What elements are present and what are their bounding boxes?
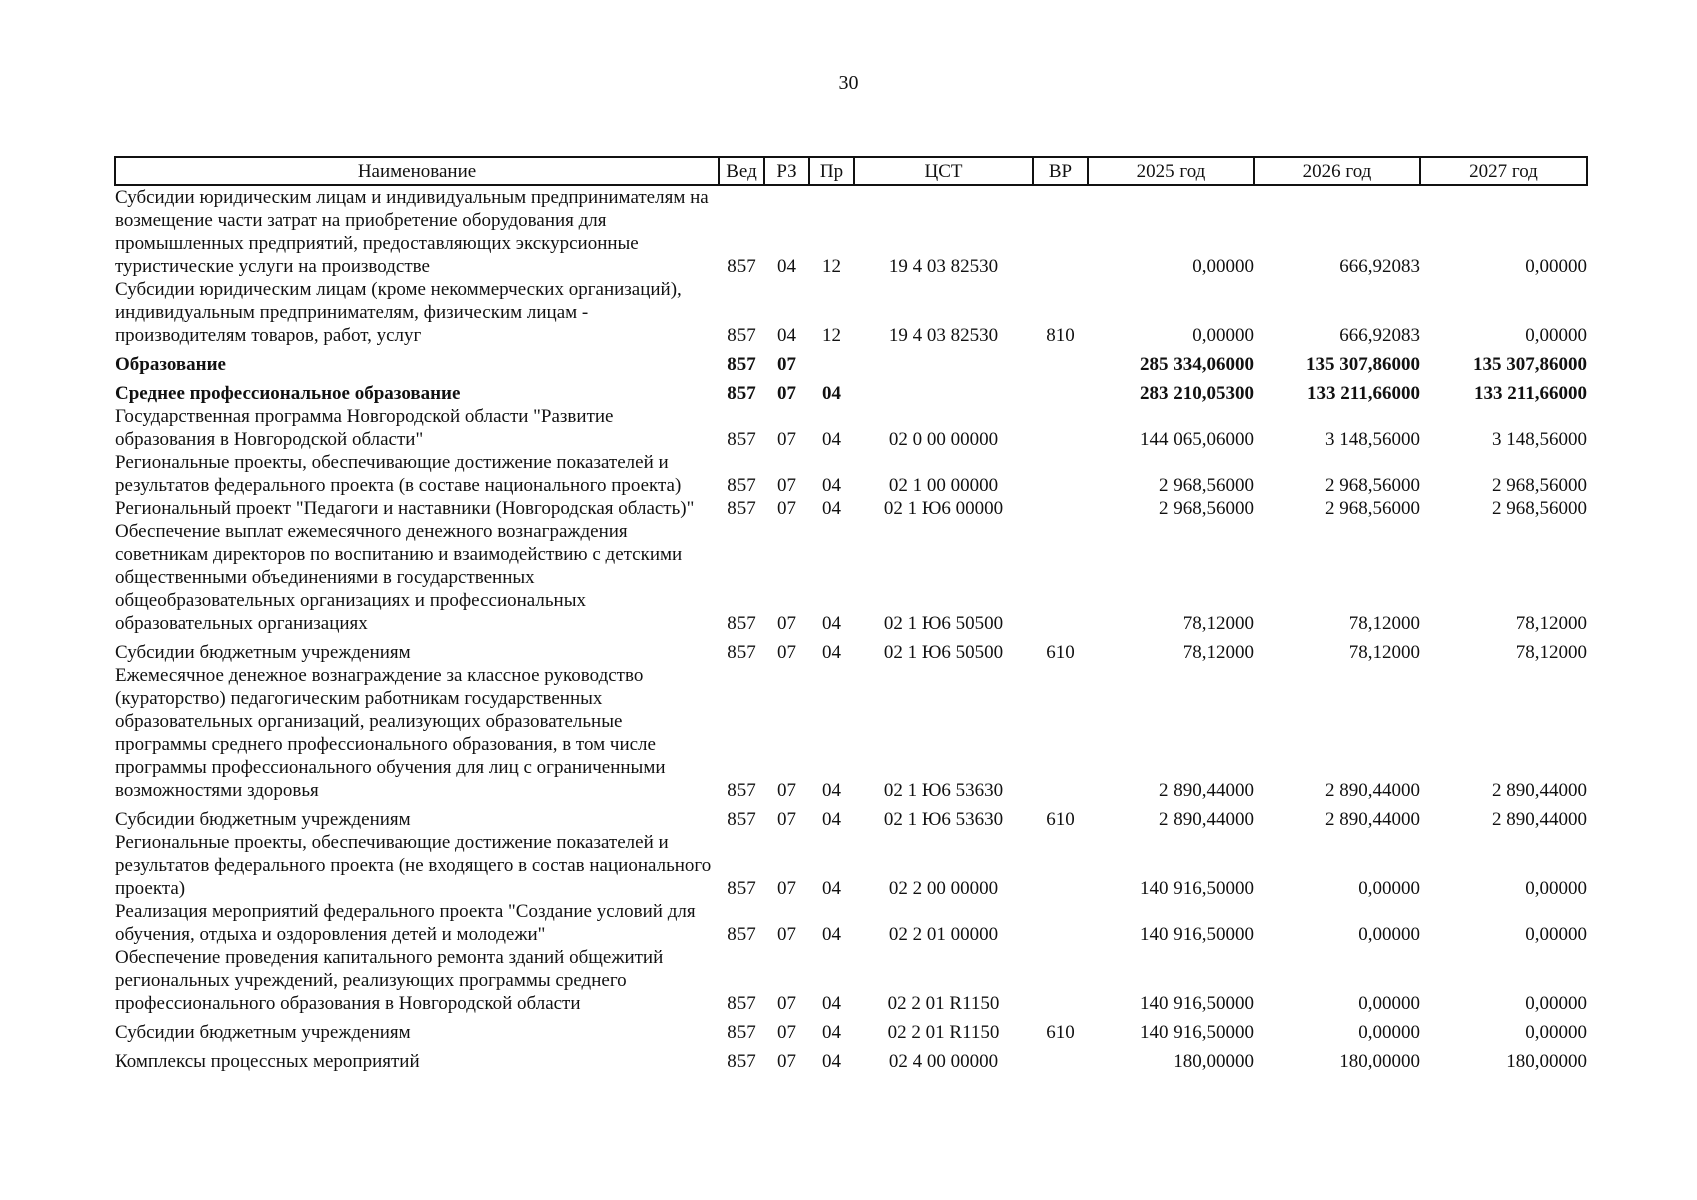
row-2027-cell: 2 968,56000: [1492, 498, 1587, 519]
row-ved-cell: 857: [727, 1022, 756, 1043]
row-2025-cell: 78,12000: [1182, 642, 1254, 663]
row-2026-cell: 3 148,56000: [1325, 429, 1420, 450]
row-cst-cell: 02 1 Ю6 50500: [883, 613, 1004, 634]
row-rz-cell: 04: [777, 256, 796, 277]
table-row: [115, 831, 1587, 900]
row-name-cell: Региональные проекты, обеспечивающие достижение показателей и результатов федерального проекта (в составе национального проекта): [115, 452, 682, 496]
table-row: [115, 347, 1587, 376]
budget-table: [114, 156, 1588, 1073]
row-2026-cell: 2 890,44000: [1325, 809, 1420, 830]
row-2025-cell: 2 890,44000: [1159, 780, 1254, 801]
row-ved-cell: 857: [727, 613, 756, 634]
row-2027-cell: 2 890,44000: [1492, 809, 1587, 830]
row-2025-cell: 2 968,56000: [1159, 498, 1254, 519]
row-cst-cell: 02 4 00 00000: [888, 1051, 999, 1072]
table-row: [115, 278, 1587, 347]
table-row: [115, 664, 1587, 802]
row-2027-cell: 0,00000: [1525, 993, 1587, 1014]
row-name-cell: Среднее профессиональное образование: [115, 383, 461, 404]
row-2026-cell: 133 211,66000: [1307, 383, 1420, 404]
row-rz-cell: 07: [777, 878, 796, 899]
row-2027-cell: 135 307,86000: [1473, 354, 1587, 375]
row-name-cell: Обеспечение проведения капитального ремонта зданий общежитий региональных учреждений, реализующих программы среднего профессионального образования в Новгородской области: [115, 947, 664, 1014]
row-cst-cell: 02 1 00 00000: [888, 475, 999, 496]
row-2026-cell: 2 968,56000: [1325, 475, 1420, 496]
row-2025-cell: 140 916,50000: [1140, 1022, 1254, 1043]
table-row: [115, 451, 1587, 497]
table-row: [115, 497, 1587, 520]
row-2026-cell: 666,92083: [1339, 325, 1420, 346]
row-name-cell: Субсидии юридическим лицам (кроме некоммерческих организаций), индивидуальным предпринимателям, физическим лицам - производителям товаров, работ, услуг: [115, 279, 682, 346]
row-rz-cell: 07: [777, 429, 796, 450]
table-row: [115, 802, 1587, 831]
row-name-cell: Обеспечение выплат ежемесячного денежного вознаграждения советникам директоров по воспитанию и взаимодействию с детскими общественными объединениями в государственных общеобразовательных организациях и профессиональных образовательных организациях: [115, 521, 683, 634]
row-ved-cell: 857: [727, 642, 756, 663]
row-rz-cell: 07: [777, 1022, 796, 1043]
header-vr: ВР: [1033, 157, 1088, 185]
header-name: Наименование: [115, 157, 719, 185]
row-2026-cell: 0,00000: [1358, 878, 1420, 899]
row-2025-cell: 140 916,50000: [1140, 993, 1254, 1014]
row-2026-cell: 0,00000: [1358, 924, 1420, 945]
row-vr-cell: [1033, 347, 1088, 376]
row-2025-cell: 78,12000: [1182, 613, 1254, 634]
row-pr-cell: 04: [822, 613, 841, 634]
row-2027-cell: 0,00000: [1525, 924, 1587, 945]
header-cst: ЦСТ: [854, 157, 1033, 185]
row-vr-cell: [1033, 376, 1088, 405]
row-2025-cell: 2 890,44000: [1159, 809, 1254, 830]
row-ved-cell: 857: [727, 809, 756, 830]
row-cst-cell: 19 4 03 82530: [888, 256, 999, 277]
row-rz-cell: 07: [777, 642, 796, 663]
row-2027-cell: 0,00000: [1525, 256, 1587, 277]
header-pr: Пр: [809, 157, 854, 185]
table-row: [115, 185, 1587, 278]
header-2025: 2025 год: [1088, 157, 1254, 185]
row-2026-cell: 78,12000: [1348, 613, 1420, 634]
row-pr-cell: 04: [822, 780, 841, 801]
row-cst-cell: 02 0 00 00000: [888, 429, 999, 450]
row-vr-cell: 610: [1046, 809, 1075, 830]
row-rz-cell: 07: [777, 354, 796, 375]
row-2027-cell: 180,00000: [1506, 1051, 1587, 1072]
row-pr-cell: 12: [822, 325, 841, 346]
row-2026-cell: 180,00000: [1339, 1051, 1420, 1072]
header-rz: РЗ: [764, 157, 809, 185]
row-vr-cell: [1033, 185, 1088, 278]
row-2025-cell: 285 334,06000: [1140, 354, 1254, 375]
row-pr-cell: 04: [822, 993, 841, 1014]
row-2026-cell: 78,12000: [1348, 642, 1420, 663]
row-pr-cell: 04: [822, 383, 841, 404]
row-pr-cell: 04: [822, 809, 841, 830]
row-ved-cell: 857: [727, 1051, 756, 1072]
row-2027-cell: 78,12000: [1515, 613, 1587, 634]
table-body: [115, 185, 1587, 1073]
row-2026-cell: 0,00000: [1358, 993, 1420, 1014]
row-2027-cell: 0,00000: [1525, 325, 1587, 346]
table-header-row: [115, 157, 1587, 185]
row-vr-cell: [1033, 946, 1088, 1015]
row-vr-cell: 610: [1046, 1022, 1075, 1043]
row-ved-cell: 857: [727, 498, 756, 519]
row-rz-cell: 04: [777, 325, 796, 346]
header-2027: 2027 год: [1420, 157, 1587, 185]
row-vr-cell: [1033, 1044, 1088, 1073]
row-vr-cell: [1033, 497, 1088, 520]
header-ved: Вед: [719, 157, 764, 185]
row-2026-cell: 2 968,56000: [1325, 498, 1420, 519]
row-name-cell: Ежемесячное денежное вознаграждение за классное руководство (кураторство) педагогическим работникам государственных образовательных организаций, реализующих образовательные программы среднего профессионального образования, в том числе программы профессионального обучения для лиц с ограниченными возможностями здоровья: [115, 665, 666, 801]
row-cst-cell: 02 2 00 00000: [888, 878, 999, 899]
row-2026-cell: 135 307,86000: [1306, 354, 1420, 375]
row-name-cell: Образование: [115, 354, 226, 375]
row-2027-cell: 2 968,56000: [1492, 475, 1587, 496]
row-ved-cell: 857: [727, 924, 756, 945]
row-pr-cell: [809, 347, 854, 376]
row-2027-cell: 2 890,44000: [1492, 780, 1587, 801]
row-2027-cell: 3 148,56000: [1492, 429, 1587, 450]
table-row: [115, 1044, 1587, 1073]
row-rz-cell: 07: [777, 1051, 796, 1072]
row-ved-cell: 857: [727, 354, 756, 375]
row-cst-cell: 02 1 Ю6 00000: [883, 498, 1004, 519]
row-pr-cell: 04: [822, 475, 841, 496]
row-ved-cell: 857: [727, 429, 756, 450]
row-2025-cell: 144 065,06000: [1140, 429, 1254, 450]
row-rz-cell: 07: [777, 780, 796, 801]
row-vr-cell: [1033, 664, 1088, 802]
row-name-cell: Комплексы процессных мероприятий: [115, 1051, 420, 1072]
row-rz-cell: 07: [777, 475, 796, 496]
row-rz-cell: 07: [777, 383, 796, 404]
table-row: [115, 635, 1587, 664]
row-2025-cell: 283 210,05300: [1140, 383, 1254, 404]
row-2027-cell: 0,00000: [1525, 1022, 1587, 1043]
row-name-cell: Региональный проект "Педагоги и наставники (Новгородская область)": [115, 498, 695, 519]
row-vr-cell: 810: [1046, 325, 1075, 346]
table-row: [115, 405, 1587, 451]
row-vr-cell: [1033, 831, 1088, 900]
row-2025-cell: 180,00000: [1173, 1051, 1254, 1072]
header-2026: 2026 год: [1254, 157, 1420, 185]
table-row: [115, 946, 1587, 1015]
row-2027-cell: 78,12000: [1515, 642, 1587, 663]
row-vr-cell: 610: [1046, 642, 1075, 663]
row-2025-cell: 140 916,50000: [1140, 878, 1254, 899]
row-2025-cell: 2 968,56000: [1159, 475, 1254, 496]
row-2025-cell: 140 916,50000: [1140, 924, 1254, 945]
row-name-cell: Реализация мероприятий федерального проекта "Создание условий для обучения, отдыха и оздоровления детей и молодежи": [115, 901, 696, 945]
row-ved-cell: 857: [727, 383, 756, 404]
row-cst-cell: 19 4 03 82530: [888, 325, 999, 346]
page-number: 30: [838, 72, 859, 94]
row-rz-cell: 07: [777, 498, 796, 519]
row-name-cell: Государственная программа Новгородской области "Развитие образования в Новгородской области": [115, 406, 614, 450]
row-ved-cell: 857: [727, 780, 756, 801]
row-rz-cell: 07: [777, 993, 796, 1014]
row-name-cell: Субсидии бюджетным учреждениям: [115, 642, 411, 663]
row-cst-cell: [854, 376, 1033, 405]
row-name-cell: Субсидии юридическим лицам и индивидуальным предпринимателям на возмещение части затрат на приобретение оборудования для промышленных предприятий, предоставляющих экскурсионные туристические услуги на производстве: [115, 187, 709, 277]
row-pr-cell: 04: [822, 642, 841, 663]
row-vr-cell: [1033, 405, 1088, 451]
row-ved-cell: 857: [727, 475, 756, 496]
row-ved-cell: 857: [727, 325, 756, 346]
row-rz-cell: 07: [777, 613, 796, 634]
row-2026-cell: 2 890,44000: [1325, 780, 1420, 801]
row-2027-cell: 0,00000: [1525, 878, 1587, 899]
row-pr-cell: 04: [822, 924, 841, 945]
row-2025-cell: 0,00000: [1192, 256, 1254, 277]
row-pr-cell: 04: [822, 1051, 841, 1072]
row-name-cell: Субсидии бюджетным учреждениям: [115, 1022, 411, 1043]
row-name-cell: Субсидии бюджетным учреждениям: [115, 809, 411, 830]
row-vr-cell: [1033, 520, 1088, 635]
row-ved-cell: 857: [727, 993, 756, 1014]
row-rz-cell: 07: [777, 924, 796, 945]
table-row: [115, 376, 1587, 405]
row-2027-cell: 133 211,66000: [1474, 383, 1587, 404]
row-2025-cell: 0,00000: [1192, 325, 1254, 346]
row-cst-cell: 02 1 Ю6 53630: [883, 809, 1004, 830]
row-2026-cell: 0,00000: [1358, 1022, 1420, 1043]
table-row: [115, 520, 1587, 635]
row-vr-cell: [1033, 900, 1088, 946]
row-cst-cell: 02 2 01 R1150: [887, 993, 1000, 1014]
row-ved-cell: 857: [727, 878, 756, 899]
table-row: [115, 1015, 1587, 1044]
row-ved-cell: 857: [727, 256, 756, 277]
row-cst-cell: 02 1 Ю6 53630: [883, 780, 1004, 801]
row-cst-cell: 02 1 Ю6 50500: [883, 642, 1004, 663]
row-vr-cell: [1033, 451, 1088, 497]
table-row: [115, 900, 1587, 946]
row-pr-cell: 04: [822, 498, 841, 519]
row-pr-cell: 04: [822, 878, 841, 899]
row-name-cell: Региональные проекты, обеспечивающие достижение показателей и результатов федерального проекта (не входящего в состав национального проекта): [115, 832, 712, 899]
row-cst-cell: 02 2 01 R1150: [887, 1022, 1000, 1043]
row-pr-cell: 12: [822, 256, 841, 277]
row-pr-cell: 04: [822, 1022, 841, 1043]
row-2026-cell: 666,92083: [1339, 256, 1420, 277]
row-cst-cell: [854, 347, 1033, 376]
row-cst-cell: 02 2 01 00000: [888, 924, 999, 945]
row-rz-cell: 07: [777, 809, 796, 830]
row-pr-cell: 04: [822, 429, 841, 450]
